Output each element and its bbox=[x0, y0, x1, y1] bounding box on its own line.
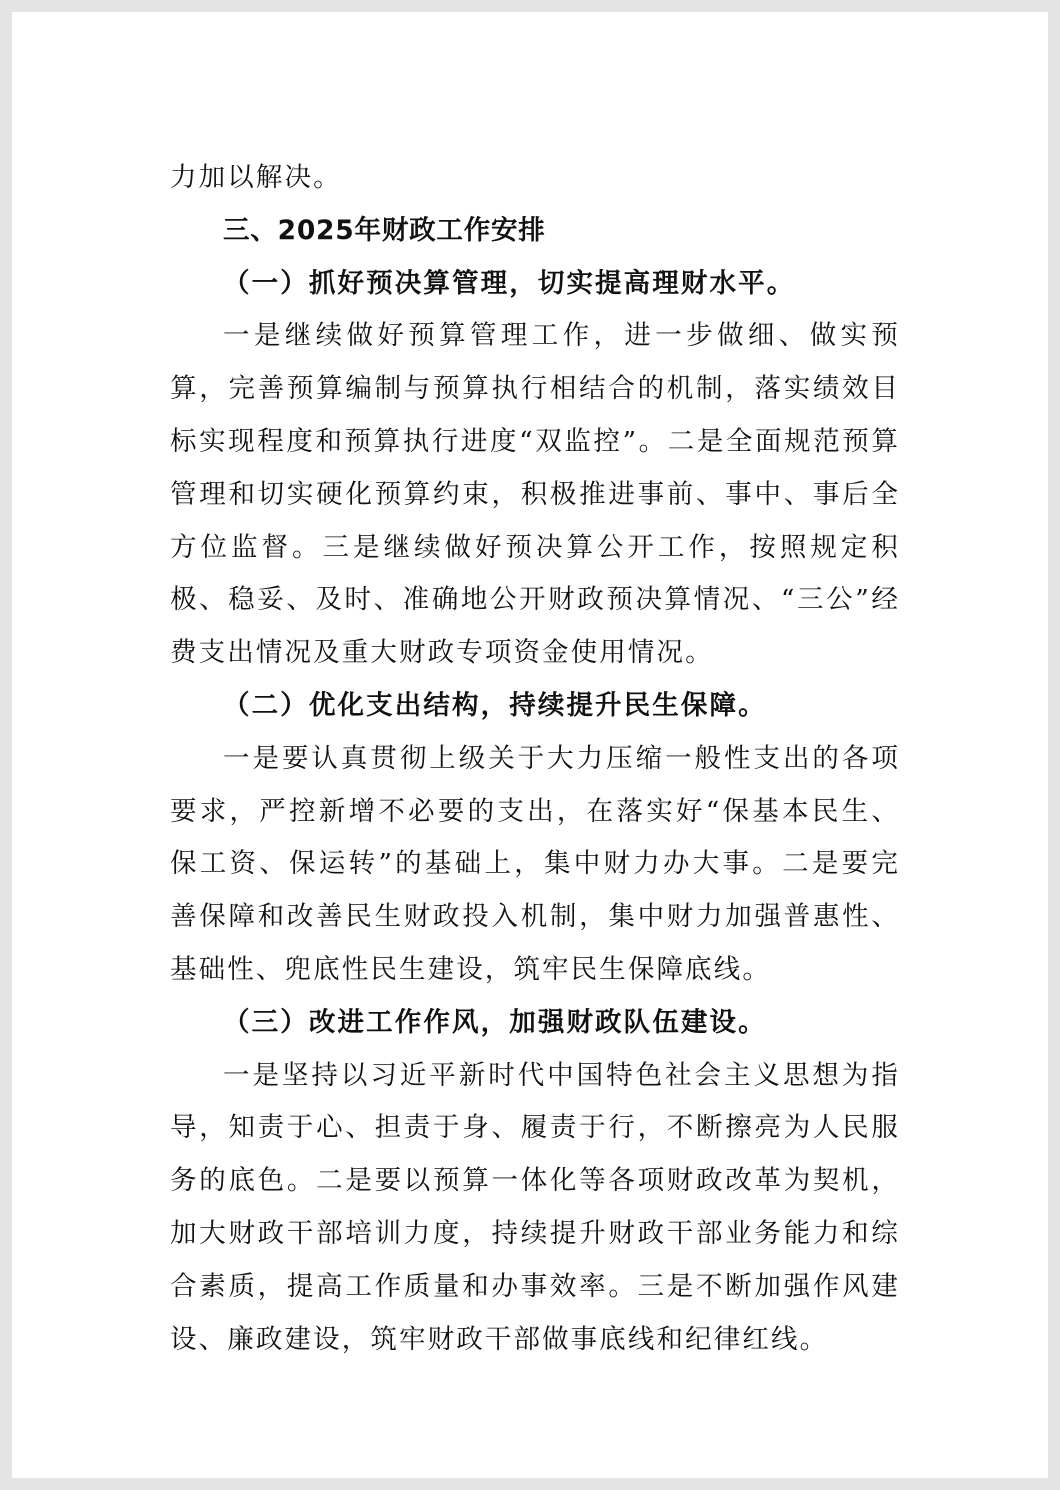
paragraph-work-style: 一是坚持以习近平新时代中国特色社会主义思想为指导，知责于心、担责于身、履责于行，不断擦亮为人民服务的底色。二是要以预算一体化等各项财政改革为契机，加大财政干部培训力度，持续提升财政干部业务能力和综合素质，提高工作质量和办事效率。三是不断加强作风建设、廉政建设，筑牢财政干部做事底线和纪律红线。 bbox=[170, 1059, 900, 1355]
subheading-expenditure-structure: （二）优化支出结构，持续提升民生保障。 bbox=[223, 689, 767, 721]
paragraph-budget-management: 一是继续做好预算管理工作，进一步做细、做实预算，完善预算编制与预算执行相结合的机制，落实绩效目标实现程度和预算执行进度“双监控”。二是全面规范预算管理和切实硬化预算约束，积极推进事前、事中、事后全方位监督。三是继续做好预决算公开工作，按照规定积极、稳妥、及时、准确地公开财政预决算情况、“三公”经费支出情况及重大财政专项资金使用情况。 bbox=[170, 320, 900, 669]
section-heading-fiscal-work-2025: 三、2025年财政工作安排 bbox=[223, 214, 546, 246]
document-body bbox=[170, 152, 900, 1366]
paragraph-expenditure-structure: 一是要认真贯彻上级关于大力压缩一般性支出的各项要求，严控新增不必要的支出，在落实好“保基本民生、保工资、保运转”的基础上，集中财力办大事。二是要完善保障和改善民生财政投入机制，集中财力加强普惠性、基础性、兜底性民生建设，筑牢民生保障底线。 bbox=[170, 742, 900, 985]
subheading-work-style: （三）改进工作作风，加强财政队伍建设。 bbox=[223, 1006, 767, 1038]
paragraph-continuation: 力加以解决。 bbox=[170, 162, 342, 193]
document-page bbox=[12, 12, 1048, 1478]
subheading-budget-management: （一）抓好预决算管理，切实提高理财水平。 bbox=[223, 267, 796, 299]
